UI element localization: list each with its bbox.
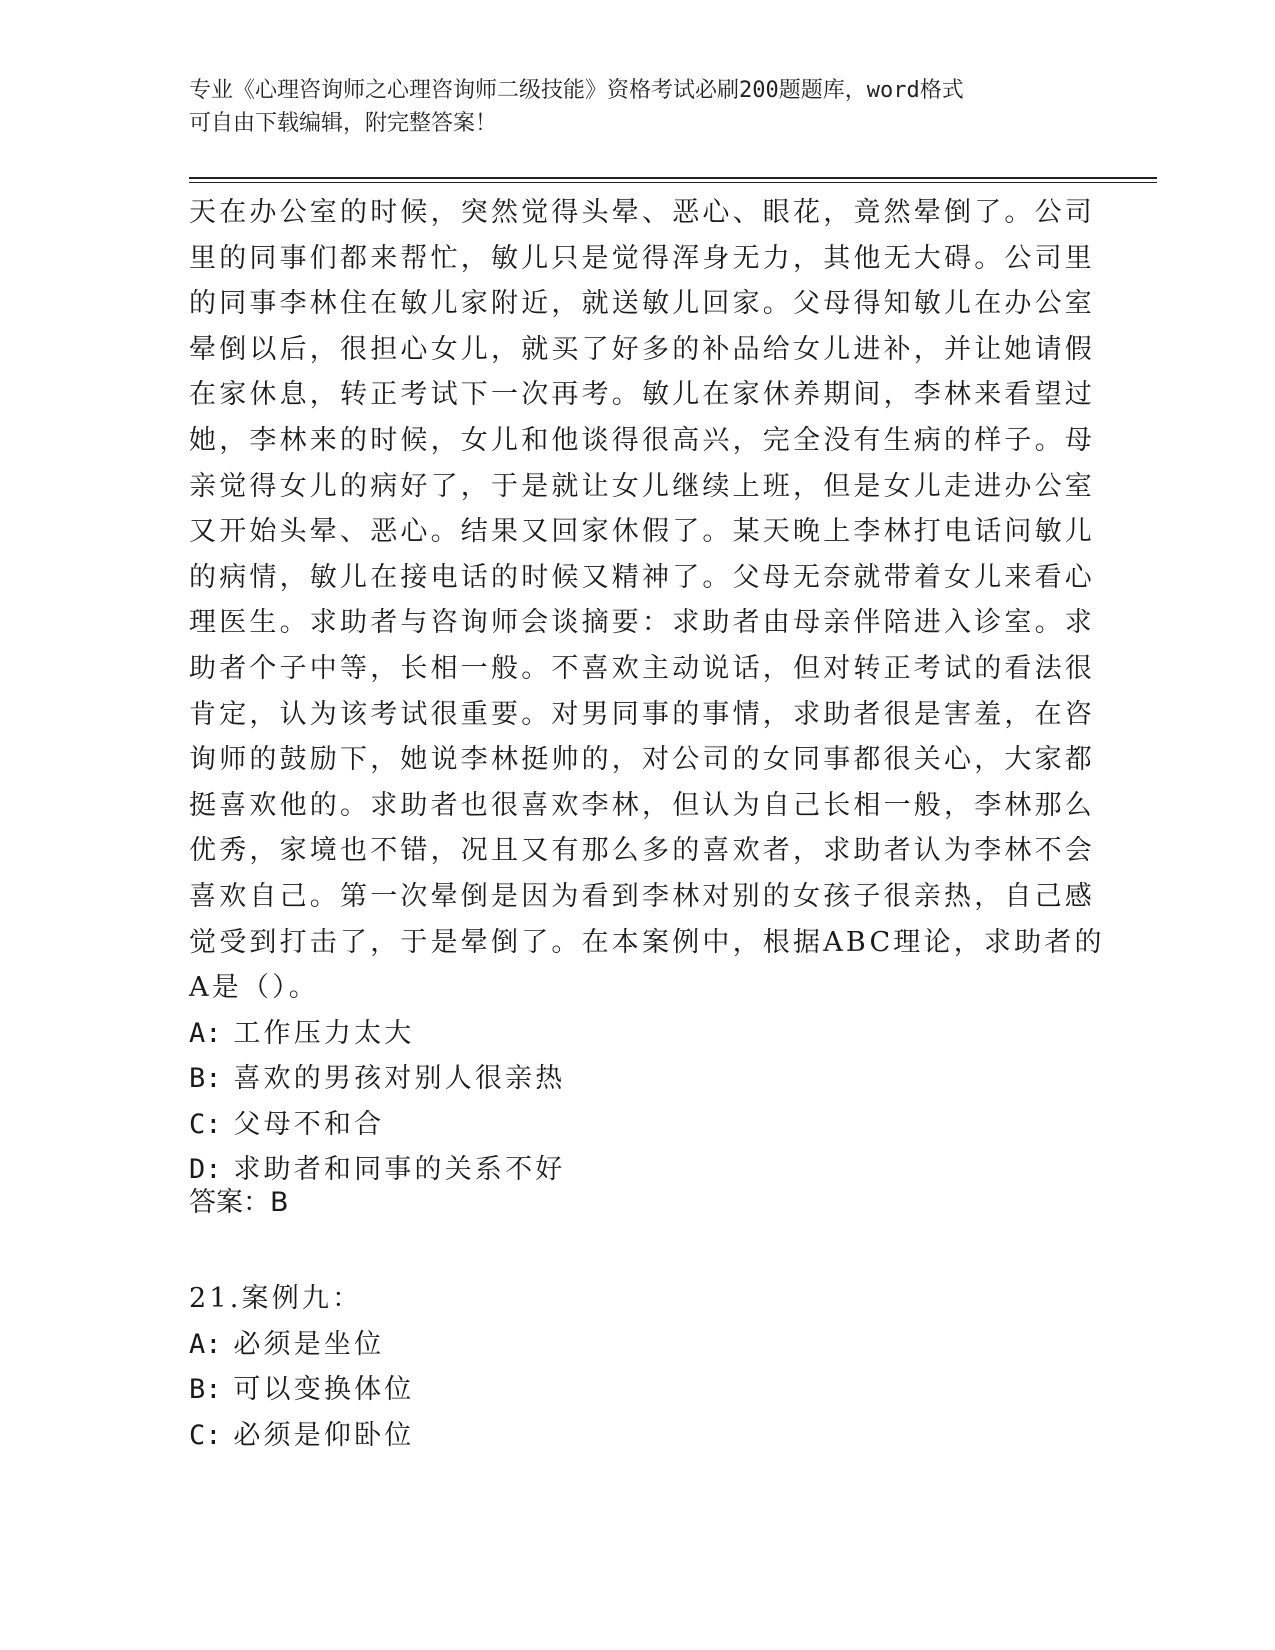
passage-line: 肯定，认为该考试很重要。对男同事的事情，求助者很是害羞，在咨 <box>189 698 1095 730</box>
option-text: 可以变换体位 <box>233 1374 415 1406</box>
passage-line: 她，李林来的时候，女儿和他谈得很高兴，完全没有生病的样子。母 <box>189 424 1095 456</box>
option-text: 喜欢的男孩对别人很亲热 <box>233 1063 566 1095</box>
passage-line: 觉受到打击了，于是晕倒了。在本案例中，根据ABC理论，求助者的 <box>189 926 1105 958</box>
option-b <box>189 1056 1061 1102</box>
passage-line: 优秀，家境也不错，况且又有那么多的喜欢者，求助者认为李林不会 <box>189 835 1095 867</box>
option-key: C: <box>189 1419 222 1451</box>
passage-line: 询师的鼓励下，她说李林挺帅的，对公司的女同事都很关心，大家都 <box>189 744 1095 776</box>
option-text: 必须是坐位 <box>233 1328 385 1360</box>
option-a <box>189 1322 1061 1368</box>
header-divider <box>189 177 1157 183</box>
answer-line <box>189 1180 289 1225</box>
option-key: C: <box>189 1108 222 1140</box>
question-20-passage <box>189 190 1105 1193</box>
option-key: B: <box>189 1063 222 1095</box>
option-c <box>189 1102 1061 1148</box>
header-line-1: 专业《心理咨询师之心理咨询师二级技能》资格考试必刷200题题库，word格式 <box>189 78 964 103</box>
answer-label: 答案： <box>189 1187 270 1218</box>
document-header <box>189 74 1069 140</box>
option-text: 必须是仰卧位 <box>233 1419 415 1451</box>
question-21-title: 21.案例九： <box>189 1283 363 1314</box>
passage-line: 天在办公室的时候，突然觉得头晕、恶心、眼花，竟然晕倒了。公司 <box>189 197 1095 228</box>
passage-line: 里的同事们都来帮忙，敏儿只是觉得浑身无力，其他无大碍。公司里 <box>189 242 1095 274</box>
option-text: 求助者和同事的关系不好 <box>233 1154 566 1186</box>
option-d <box>189 1147 1061 1193</box>
option-key: B: <box>189 1374 222 1406</box>
header-line-2: 可自由下载编辑，附完整答案！ <box>189 111 498 136</box>
passage-line: 理医生。求助者与咨询师会谈摘要：求助者由母亲伴陪进入诊室。求 <box>189 607 1095 639</box>
option-key: A: <box>189 1328 222 1360</box>
option-key: A: <box>189 1017 222 1049</box>
option-b <box>189 1367 1061 1413</box>
option-a <box>189 1011 1061 1057</box>
passage-line: 又开始头晕、恶心。结果又回家休假了。某天晚上李林打电话问敏儿 <box>189 516 1095 548</box>
passage-line: 晕倒以后，很担心女儿，就买了好多的补品给女儿进补，并让她请假 <box>189 333 1095 365</box>
passage-line: 助者个子中等，长相一般。不喜欢主动说话，但对转正考试的看法很 <box>189 652 1095 684</box>
passage-line: 在家休息，转正考试下一次再考。敏儿在家休养期间，李林来看望过 <box>189 379 1095 411</box>
option-text: 工作压力太大 <box>233 1017 415 1049</box>
option-key: D: <box>189 1154 222 1186</box>
passage-line: 的病情，敏儿在接电话的时候又精神了。父母无奈就带着女儿来看心 <box>189 561 1095 593</box>
passage-line: 亲觉得女儿的病好了，于是就让女儿继续上班，但是女儿走进办公室 <box>189 470 1095 502</box>
question-21 <box>189 1276 1061 1458</box>
passage-line: 的同事李林住在敏儿家附近，就送敏儿回家。父母得知敏儿在办公室 <box>189 288 1095 320</box>
option-c <box>189 1413 1061 1459</box>
passage-line: 喜欢自己。第一次晕倒是因为看到李林对别的女孩子很亲热，自己感 <box>189 880 1095 912</box>
answer-value: B <box>270 1187 289 1218</box>
passage-line: 挺喜欢他的。求助者也很喜欢李林，但认为自己长相一般，李林那么 <box>189 789 1095 821</box>
option-text: 父母不和合 <box>233 1108 385 1140</box>
passage-line: A是（）。 <box>189 972 319 1004</box>
